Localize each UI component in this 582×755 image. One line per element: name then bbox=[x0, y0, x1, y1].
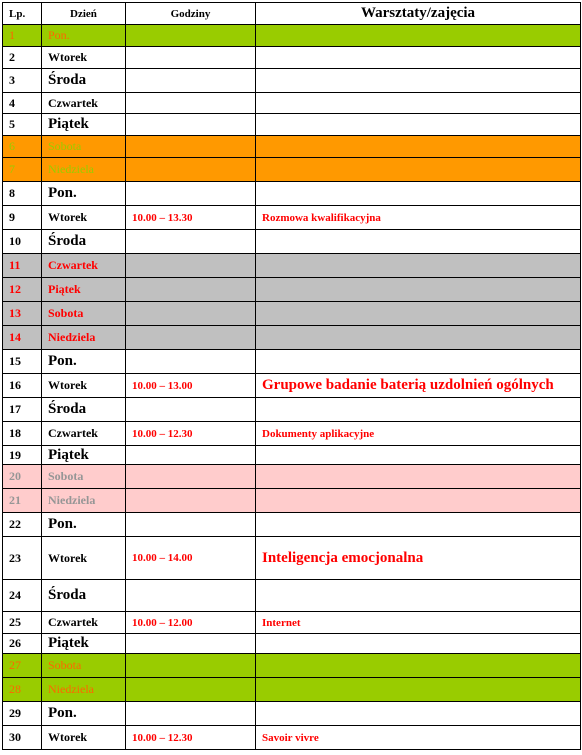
table-row bbox=[3, 93, 581, 114]
cell-workshop: Grupowe badanie baterią uzdolnień ogólnych bbox=[256, 374, 581, 398]
cell-day: Wtorek bbox=[42, 726, 126, 750]
table-row bbox=[3, 25, 581, 47]
cell-lp: 21 bbox=[3, 489, 42, 513]
cell-hours bbox=[126, 489, 256, 513]
header-lp: Lp. bbox=[3, 3, 42, 25]
cell-hours bbox=[126, 513, 256, 537]
cell-day: Piątek bbox=[42, 278, 126, 302]
cell-lp: 5 bbox=[3, 114, 42, 136]
table-row bbox=[3, 278, 581, 302]
cell-workshop bbox=[256, 302, 581, 326]
cell-lp: 18 bbox=[3, 422, 42, 446]
cell-lp: 29 bbox=[3, 702, 42, 726]
cell-day: Pon. bbox=[42, 513, 126, 537]
cell-hours bbox=[126, 326, 256, 350]
cell-lp: 16 bbox=[3, 374, 42, 398]
cell-workshop bbox=[256, 254, 581, 278]
table-row bbox=[3, 136, 581, 158]
cell-day: Czwartek bbox=[42, 93, 126, 114]
table-row bbox=[3, 326, 581, 350]
table-row bbox=[3, 374, 581, 398]
cell-hours: 10.00 – 13.30 bbox=[126, 206, 256, 230]
table-row bbox=[3, 726, 581, 750]
cell-hours bbox=[126, 398, 256, 422]
cell-day: Środa bbox=[42, 69, 126, 93]
schedule-body bbox=[3, 25, 581, 750]
cell-workshop bbox=[256, 182, 581, 206]
cell-lp: 11 bbox=[3, 254, 42, 278]
cell-day: Niedziela bbox=[42, 678, 126, 702]
header-day: Dzień bbox=[42, 3, 126, 25]
cell-day: Pon. bbox=[42, 702, 126, 726]
cell-workshop bbox=[256, 114, 581, 136]
cell-workshop bbox=[256, 350, 581, 374]
cell-lp: 24 bbox=[3, 580, 42, 612]
cell-hours bbox=[126, 230, 256, 254]
cell-hours bbox=[126, 465, 256, 489]
cell-hours bbox=[126, 702, 256, 726]
cell-workshop bbox=[256, 398, 581, 422]
cell-lp: 6 bbox=[3, 136, 42, 158]
cell-lp: 13 bbox=[3, 302, 42, 326]
cell-hours bbox=[126, 350, 256, 374]
cell-workshop bbox=[256, 278, 581, 302]
cell-day: Niedziela bbox=[42, 489, 126, 513]
cell-lp: 15 bbox=[3, 350, 42, 374]
cell-workshop bbox=[256, 93, 581, 114]
cell-hours bbox=[126, 136, 256, 158]
cell-hours bbox=[126, 580, 256, 612]
cell-lp: 26 bbox=[3, 634, 42, 654]
cell-day: Pon. bbox=[42, 25, 126, 47]
cell-workshop bbox=[256, 465, 581, 489]
cell-workshop: Dokumenty aplikacyjne bbox=[256, 422, 581, 446]
table-row bbox=[3, 69, 581, 93]
cell-lp: 12 bbox=[3, 278, 42, 302]
cell-workshop bbox=[256, 634, 581, 654]
cell-day: Wtorek bbox=[42, 374, 126, 398]
table-row bbox=[3, 465, 581, 489]
table-row bbox=[3, 182, 581, 206]
cell-hours: 10.00 – 12.00 bbox=[126, 612, 256, 634]
table-row bbox=[3, 634, 581, 654]
cell-lp: 9 bbox=[3, 206, 42, 230]
cell-day: Pon. bbox=[42, 350, 126, 374]
cell-lp: 2 bbox=[3, 47, 42, 69]
cell-workshop bbox=[256, 513, 581, 537]
cell-hours bbox=[126, 114, 256, 136]
cell-hours bbox=[126, 302, 256, 326]
header-row bbox=[3, 3, 581, 25]
cell-lp: 27 bbox=[3, 654, 42, 678]
cell-lp: 23 bbox=[3, 537, 42, 580]
cell-hours bbox=[126, 654, 256, 678]
cell-workshop bbox=[256, 580, 581, 612]
cell-day: Sobota bbox=[42, 302, 126, 326]
cell-day: Niedziela bbox=[42, 158, 126, 182]
table-row bbox=[3, 47, 581, 69]
cell-day: Wtorek bbox=[42, 206, 126, 230]
cell-workshop bbox=[256, 158, 581, 182]
header-workshops: Warsztaty/zajęcia bbox=[256, 3, 581, 25]
cell-workshop: Rozmowa kwalifikacyjna bbox=[256, 206, 581, 230]
cell-workshop bbox=[256, 489, 581, 513]
header-hours: Godziny bbox=[126, 3, 256, 25]
table-row bbox=[3, 580, 581, 612]
cell-workshop: Internet bbox=[256, 612, 581, 634]
cell-hours bbox=[126, 182, 256, 206]
table-row bbox=[3, 254, 581, 278]
cell-workshop bbox=[256, 136, 581, 158]
cell-hours: 10.00 – 12.30 bbox=[126, 726, 256, 750]
cell-day: Niedziela bbox=[42, 326, 126, 350]
cell-day: Środa bbox=[42, 398, 126, 422]
table-row bbox=[3, 230, 581, 254]
cell-workshop bbox=[256, 678, 581, 702]
cell-day: Wtorek bbox=[42, 537, 126, 580]
cell-hours bbox=[126, 446, 256, 465]
cell-hours: 10.00 – 14.00 bbox=[126, 537, 256, 580]
cell-lp: 4 bbox=[3, 93, 42, 114]
table-row bbox=[3, 422, 581, 446]
cell-day: Pon. bbox=[42, 182, 126, 206]
table-row bbox=[3, 206, 581, 230]
cell-lp: 25 bbox=[3, 612, 42, 634]
cell-lp: 30 bbox=[3, 726, 42, 750]
cell-day: Środa bbox=[42, 580, 126, 612]
cell-lp: 22 bbox=[3, 513, 42, 537]
table-row bbox=[3, 302, 581, 326]
cell-day: Czwartek bbox=[42, 422, 126, 446]
table-row bbox=[3, 537, 581, 580]
cell-lp: 1 bbox=[3, 25, 42, 47]
cell-hours bbox=[126, 69, 256, 93]
table-row bbox=[3, 398, 581, 422]
cell-workshop bbox=[256, 69, 581, 93]
cell-hours: 10.00 – 13.00 bbox=[126, 374, 256, 398]
table-row bbox=[3, 158, 581, 182]
cell-day: Piątek bbox=[42, 634, 126, 654]
cell-hours: 10.00 – 12.30 bbox=[126, 422, 256, 446]
cell-hours bbox=[126, 678, 256, 702]
schedule-table bbox=[2, 2, 581, 750]
table-row bbox=[3, 612, 581, 634]
table-row bbox=[3, 489, 581, 513]
table-row bbox=[3, 513, 581, 537]
cell-lp: 19 bbox=[3, 446, 42, 465]
cell-lp: 3 bbox=[3, 69, 42, 93]
cell-day: Sobota bbox=[42, 654, 126, 678]
cell-hours bbox=[126, 47, 256, 69]
cell-day: Sobota bbox=[42, 136, 126, 158]
cell-day: Piątek bbox=[42, 114, 126, 136]
cell-workshop bbox=[256, 25, 581, 47]
cell-lp: 17 bbox=[3, 398, 42, 422]
table-row bbox=[3, 702, 581, 726]
cell-workshop bbox=[256, 47, 581, 69]
cell-lp: 10 bbox=[3, 230, 42, 254]
cell-day: Wtorek bbox=[42, 47, 126, 69]
cell-workshop bbox=[256, 702, 581, 726]
cell-hours bbox=[126, 278, 256, 302]
cell-workshop: Inteligencja emocjonalna bbox=[256, 537, 581, 580]
cell-lp: 8 bbox=[3, 182, 42, 206]
cell-hours bbox=[126, 93, 256, 114]
cell-day: Czwartek bbox=[42, 612, 126, 634]
cell-hours bbox=[126, 25, 256, 47]
cell-day: Piątek bbox=[42, 446, 126, 465]
table-row bbox=[3, 446, 581, 465]
table-row bbox=[3, 350, 581, 374]
table-row bbox=[3, 114, 581, 136]
cell-lp: 20 bbox=[3, 465, 42, 489]
cell-workshop bbox=[256, 230, 581, 254]
table-row bbox=[3, 654, 581, 678]
cell-day: Sobota bbox=[42, 465, 126, 489]
cell-lp: 7 bbox=[3, 158, 42, 182]
cell-lp: 14 bbox=[3, 326, 42, 350]
cell-hours bbox=[126, 634, 256, 654]
cell-workshop bbox=[256, 446, 581, 465]
cell-hours bbox=[126, 254, 256, 278]
cell-workshop: Savoir vivre bbox=[256, 726, 581, 750]
cell-hours bbox=[126, 158, 256, 182]
cell-workshop bbox=[256, 326, 581, 350]
cell-day: Środa bbox=[42, 230, 126, 254]
cell-lp: 28 bbox=[3, 678, 42, 702]
table-row bbox=[3, 678, 581, 702]
cell-workshop bbox=[256, 654, 581, 678]
cell-day: Czwartek bbox=[42, 254, 126, 278]
